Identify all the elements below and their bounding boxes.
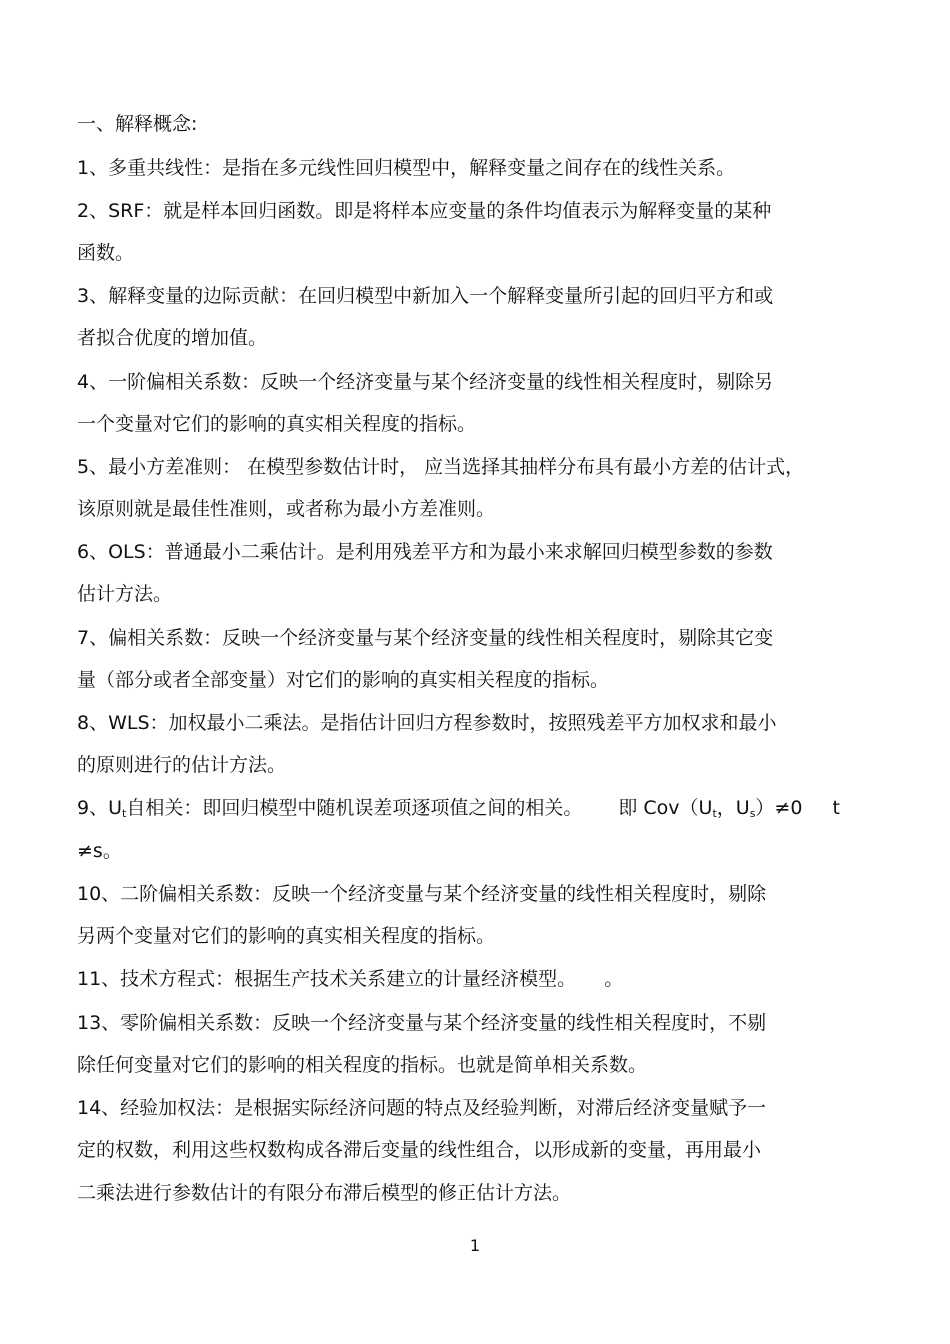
definition-10-line-2: 另两个变量对它们的影响的真实相关程度的指标。 [77,925,496,947]
subscript-t: t [122,807,127,820]
definition-2-line-2: 函数。 [77,242,135,264]
definition-1-line: 1、多重共线性：是指在多元线性回归模型中，解释变量之间存在的线性关系。 [77,157,736,179]
definition-14-line-3: 二乘法进行参数估计的有限分布滞后模型的修正估计方法。 [77,1182,572,1204]
definition-11-text: 11、技术方程式：根据生产技术关系建立的计量经济模型。 [77,968,577,990]
definition-14-line-1: 14、经验加权法：是根据实际经济问题的特点及经验判断，对滞后经济变量赋予一 [77,1097,767,1119]
definition-4-line-2: 一个变量对它们的影响的真实相关程度的指标。 [77,413,477,435]
covariance-result: ）≠0 [755,797,803,819]
definition-13-line-2: 除任何变量对它们的影响的相关程度的指标。也就是简单相关系数。 [77,1054,648,1076]
definition-3-line-2: 者拟合优度的增加值。 [77,327,268,349]
page-number: 1 [469,1236,481,1255]
definition-4-line-1: 4、一阶偏相关系数：反映一个经济变量与某个经济变量的线性相关程度时，剔除另 [77,371,774,393]
definition-11-tail: 。 [604,968,624,990]
definition-6-line-1: 6、OLS：普通最小二乘估计。是利用残差平方和为最小来求解回归模型参数的参数 [77,541,773,563]
definition-8-line-1: 8、WLS：加权最小二乘法。是指估计回归方程参数时，按照残差平方加权求和最小 [77,712,777,734]
definition-9-term: 9、U [77,797,122,819]
definition-9-line-1 [77,796,840,826]
definition-9-text: 自相关：即回归模型中随机误差项逐项值之间的相关。 [126,797,583,819]
subscript-t: t [712,807,717,820]
definition-14-line-2: 定的权数，利用这些权数构成各滞后变量的线性组合，以形成新的变量，再用最小 [77,1139,762,1161]
definition-9-line-2: ≠s。 [77,840,122,862]
definition-3-line-1: 3、解释变量的边际贡献：在回归模型中新加入一个解释变量所引起的回归平方和或 [77,285,774,307]
definition-8-line-2: 的原则进行的估计方法。 [77,754,287,776]
subscript-s: s [749,807,756,820]
definition-7-line-1: 7、偏相关系数：反映一个经济变量与某个经济变量的线性相关程度时，剔除其它变 [77,627,774,649]
covariance-separator: ，U [716,797,750,819]
definition-13-line-1: 13、零阶偏相关系数：反映一个经济变量与某个经济变量的线性相关程度时，不剔 [77,1012,767,1034]
section-heading: 一、解释概念: [77,113,198,135]
definition-2-line-1: 2、SRF：就是样本回归函数。即是将样本应变量的条件均值表示为解释变量的某种 [77,200,772,222]
definition-5-line-1: 5、最小方差准则： 在模型参数估计时， 应当选择其抽样分布具有最小方差的估计式， [77,456,805,478]
definition-5-line-2: 该原则就是最佳性准则，或者称为最小方差准则。 [77,498,496,520]
covariance-formula: 即 Cov（U [618,797,713,819]
definition-11-line [77,967,623,991]
condition-t: t [832,797,840,819]
definition-10-line-1: 10、二阶偏相关系数：反映一个经济变量与某个经济变量的线性相关程度时，剔除 [77,883,767,905]
definition-6-line-2: 估计方法。 [77,583,173,605]
definition-7-line-2: 量（部分或者全部变量）对它们的影响的真实相关程度的指标。 [77,669,610,691]
